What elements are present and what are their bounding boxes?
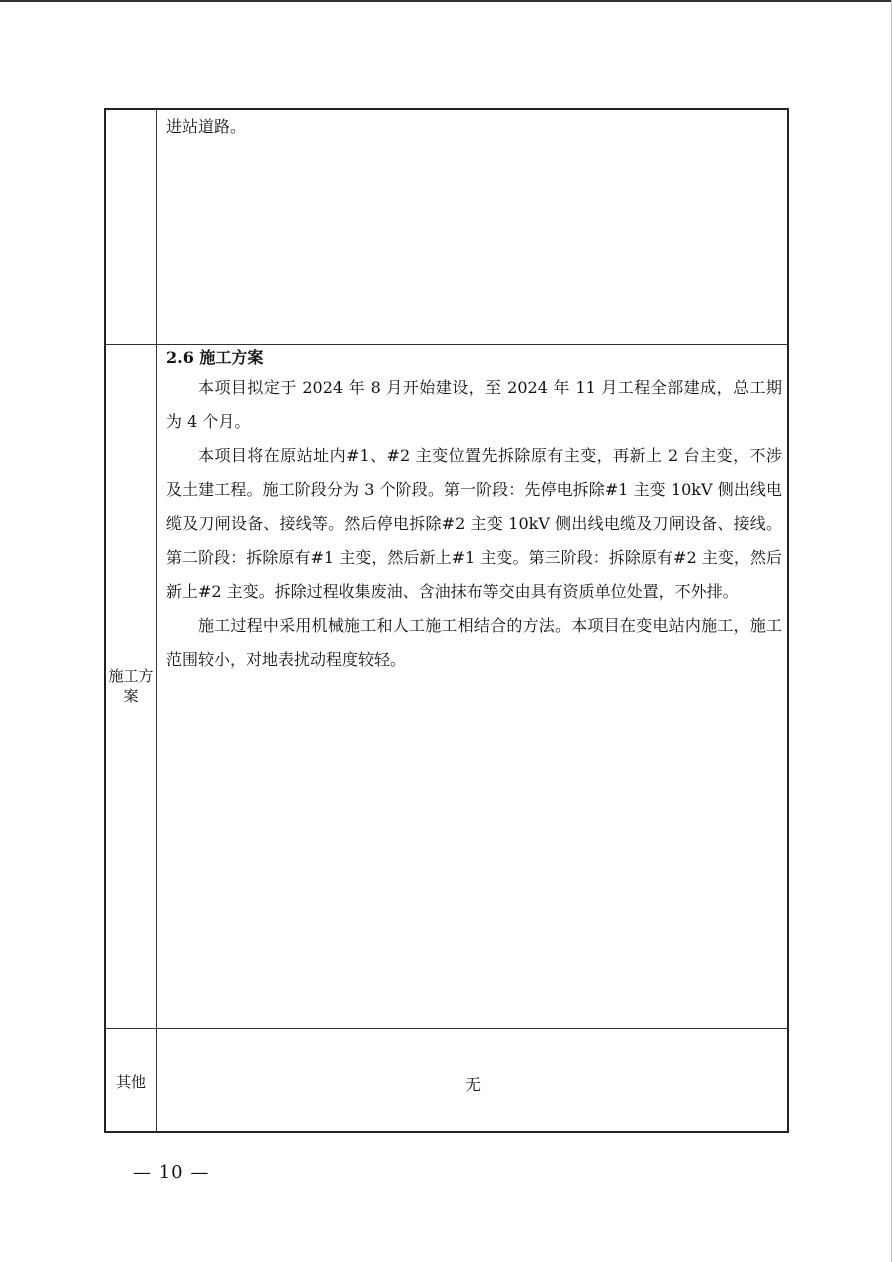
paragraph-2: 本项目将在原站址内#1、#2 主变位置先拆除原有主变，再新上 2 台主变，不涉及土建工程。施工阶段分为 3 个阶段。第一阶段：先停电拆除#1 主变 10kV 侧出线电缆及刀闸设备、接线等。然后停电拆除#2 主变 10kV 侧出线电缆及刀闸设备、接线。第二阶段：拆除原有#1 主变，然后新上#1 主变。第三阶段：拆除原有#2 主变，然后新上#2 主变。拆除过程收集废油、含油抹布等交由具有资质单位处置，不外排。	[166, 446, 782, 601]
row-divider-2	[106, 1028, 787, 1029]
row2-label: 施工方案	[108, 667, 154, 705]
row3-label: 其他	[115, 1073, 146, 1091]
construction-plan-cell	[166, 345, 782, 677]
section-heading: 2.6 施工方案	[166, 348, 264, 367]
content-table	[104, 108, 789, 1133]
label-column-divider	[156, 110, 157, 1131]
paragraph-1: 本项目拟定于 2024 年 8 月开始建设，至 2024 年 11 月工程全部建成，总工期为 4 个月。	[166, 378, 782, 431]
paragraph-3: 施工过程中采用机械施工和人工施工相结合的方法。本项目在变电站内施工，施工范围较小，对地表扰动程度较轻。	[166, 616, 782, 669]
page-number: — 10 —	[133, 1162, 210, 1183]
top-border-line	[0, 0, 892, 2]
row1-text: 进站道路。	[166, 117, 247, 136]
row3-value: 无	[464, 1075, 481, 1094]
